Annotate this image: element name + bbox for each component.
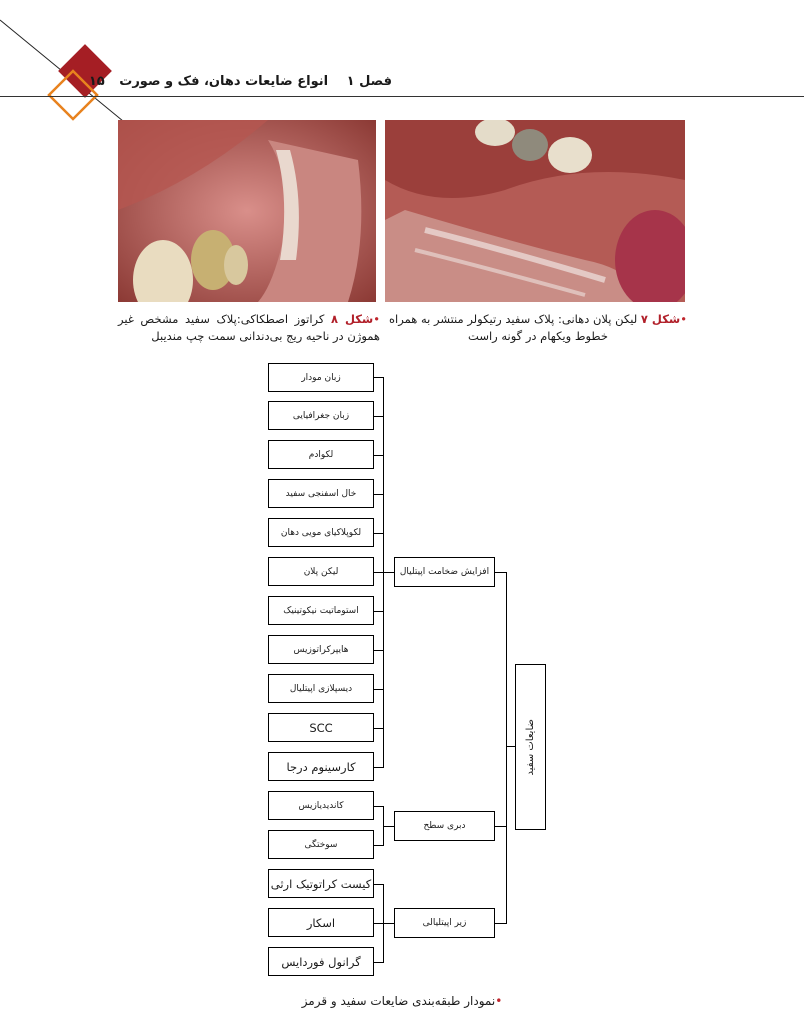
bullet-icon: • <box>373 312 381 326</box>
figure-8-text: کراتوز اصطکاکی:پلاک سفید مشخص غیر هموژن در ناحیه ریج بی‌دندانی سمت چپ مندیبل <box>118 312 380 343</box>
diagram-item: دیسپلازی اپیتلیال <box>268 674 374 703</box>
diagram-item: کاندیدیازیس <box>268 791 374 820</box>
group-box: افزایش ضخامت اپیتلیال <box>394 557 495 587</box>
connector <box>374 962 383 963</box>
running-header <box>89 74 392 89</box>
chapter-number: فصل ۱ <box>346 74 392 89</box>
figure-8-label: شکل ۸ <box>330 312 374 326</box>
diagram-item: لکوپلاکیای مویی دهان <box>268 518 374 547</box>
connector <box>374 494 383 495</box>
photo-frictional-keratosis <box>118 120 376 302</box>
root-label: ضایعات سفید <box>525 718 536 776</box>
diagram-item: سوختگی <box>268 830 374 859</box>
photo-lichen-planus <box>385 120 685 302</box>
connector <box>374 611 383 612</box>
connector <box>374 533 383 534</box>
header-rule <box>0 96 804 97</box>
group-box: زیر اپیتلیالی <box>394 908 495 938</box>
chapter-title: انواع ضایعات دهان، فک و صورت <box>119 74 329 89</box>
connector <box>506 746 515 747</box>
connector <box>374 416 383 417</box>
page-number: ۱۵ <box>88 74 105 89</box>
diagram-item: لیکن پلان <box>268 557 374 586</box>
connector <box>383 572 394 573</box>
diagram-item: زبان مودار <box>268 363 374 392</box>
connector <box>495 826 506 827</box>
diagram-item: SCC <box>268 713 374 742</box>
diagram-caption <box>0 994 804 1008</box>
connector <box>374 377 383 378</box>
bullet-icon: • <box>495 994 503 1008</box>
connector <box>506 572 507 924</box>
connector <box>383 826 394 827</box>
connector <box>374 845 383 846</box>
diagram-item: اسکار <box>268 908 374 937</box>
diagram-item: خال اسفنجی سفید <box>268 479 374 508</box>
connector <box>374 806 383 807</box>
figure-8-caption <box>118 311 380 345</box>
group-box: دبری سطح <box>394 811 495 841</box>
diagram-item: کارسینوم درجا <box>268 752 374 781</box>
diagram-item: گرانول فوردایس <box>268 947 374 976</box>
connector <box>374 923 383 924</box>
figure-7-caption <box>384 311 692 345</box>
diagram-item: لکوادم <box>268 440 374 469</box>
diagram-item: هایپرکراتوزیس <box>268 635 374 664</box>
root-box <box>515 664 546 830</box>
connector <box>374 572 383 573</box>
figure-7-text: لیکن پلان دهانی: پلاک سفید رتیکولر منتشر به همراه خطوط ویکهام در گونه راست <box>389 312 638 343</box>
connector <box>374 689 383 690</box>
connector <box>383 923 394 924</box>
diagram-item: کیست کراتوتیک ارثی <box>268 869 374 898</box>
connector <box>374 767 383 768</box>
diagram-item: استوماتیت نیکوتینیک <box>268 596 374 625</box>
diagram-item: زبان جغرافیایی <box>268 401 374 430</box>
corner-ornament <box>0 0 140 135</box>
figure-7-label: شکل ۷ <box>640 312 681 326</box>
connector <box>495 923 506 924</box>
connector <box>374 650 383 651</box>
connector <box>374 884 383 885</box>
bullet-icon: • <box>680 312 687 326</box>
connector <box>374 728 383 729</box>
classification-diagram <box>0 360 804 980</box>
connector <box>374 455 383 456</box>
connector <box>495 572 506 573</box>
diagram-caption-text: نمودار طبقه‌بندی ضایعات سفید و قرمز <box>301 994 496 1008</box>
